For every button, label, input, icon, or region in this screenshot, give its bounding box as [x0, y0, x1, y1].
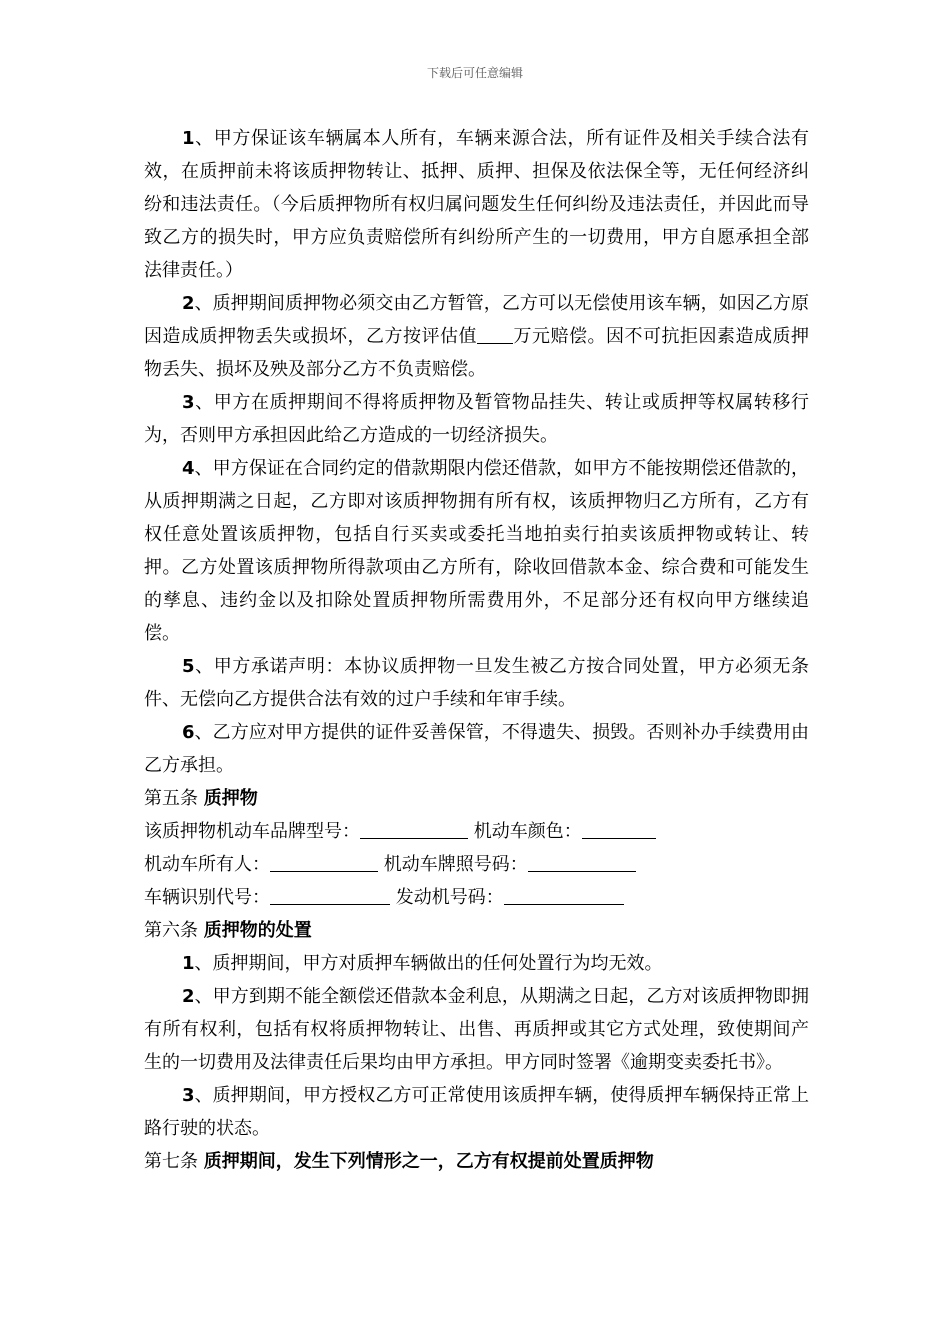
- clause-4-3: [144, 386, 809, 452]
- clause-number: 3: [182, 392, 195, 413]
- section-title: 质押物: [203, 788, 258, 809]
- clause-number: 3: [182, 1085, 195, 1106]
- brand-model-blank[interactable]: [360, 818, 468, 839]
- vin-label: 车辆识别代号：: [144, 887, 270, 908]
- clause-4-6: [144, 716, 809, 782]
- section-title: 质押物的处置: [203, 920, 312, 941]
- vehicle-fields-row-2: [144, 848, 809, 881]
- clause-text: 、甲方在质押期间不得将质押物及暂管物品挂失、转让或质押等权属转移行为，否则甲方承担因此给乙方造成的一切经济损失。: [144, 392, 809, 446]
- clause-4-1: [144, 122, 809, 287]
- vin-blank[interactable]: [270, 884, 390, 905]
- clause-text: 、甲方到期不能全额偿还借款本金利息，从期满之日起，乙方对该质押物即拥有所有权利，包括有权将质押物转让、出售、再质押或其它方式处理，致使期间产生的一切费用及法律责任后果均由甲方承担。甲方同时签署《逾期变卖委托书》。: [144, 986, 809, 1073]
- section-label: 第五条: [144, 788, 204, 809]
- section-title: 质押期间，发生下列情形之一，乙方有权提前处置质押物: [203, 1151, 654, 1172]
- section-6-heading: [144, 914, 809, 947]
- clause-number: 6: [182, 722, 195, 743]
- compensation-amount-blank[interactable]: [477, 323, 513, 344]
- page-header: 下载后可任意编辑: [426, 66, 523, 80]
- clause-number: 5: [182, 656, 195, 677]
- clause-text: 、质押期间，甲方对质押车辆做出的任何处置行为均无效。: [194, 953, 663, 974]
- color-blank[interactable]: [582, 818, 656, 839]
- clause-number: 4: [182, 458, 195, 479]
- plate-label: 机动车牌照号码：: [383, 854, 528, 875]
- clause-6-1: [144, 947, 809, 980]
- clause-number: 1: [182, 953, 195, 974]
- clause-text: 、质押期间，甲方授权乙方可正常使用该质押车辆，使得质押车辆保持正常上路行驶的状态。: [144, 1085, 809, 1139]
- plate-blank[interactable]: [528, 851, 636, 872]
- clause-6-3: [144, 1079, 809, 1145]
- clause-text: 、乙方应对甲方提供的证件妥善保管，不得遗失、损毁。否则补办手续费用由乙方承担。: [144, 722, 809, 776]
- brand-model-label: 该质押物机动车品牌型号：: [144, 821, 360, 842]
- vehicle-fields-row-1: [144, 815, 809, 848]
- clause-number: 2: [182, 293, 195, 314]
- section-5-heading: [144, 782, 809, 815]
- section-7-heading: [144, 1145, 809, 1178]
- clause-4-5: [144, 650, 809, 716]
- clause-text: 万元赔偿。因不可抗拒因素造成质押物丢失、损坏及殃及部分乙方不负责赔偿。: [144, 326, 809, 380]
- engine-label: 发动机号码：: [395, 887, 504, 908]
- clause-6-2: [144, 980, 809, 1079]
- clause-4-4: [144, 452, 809, 650]
- vehicle-fields-row-3: [144, 881, 809, 914]
- section-label: 第六条: [144, 920, 204, 941]
- color-label: 机动车颜色：: [473, 821, 582, 842]
- clause-number: 2: [182, 986, 195, 1007]
- section-label: 第七条: [144, 1151, 204, 1172]
- owner-label: 机动车所有人：: [144, 854, 270, 875]
- clause-text: 、甲方保证该车辆属本人所有，车辆来源合法，所有证件及相关手续合法有效，在质押前未将该质押物转让、抵押、质押、担保及依法保全等，无任何经济纠纷和违法责任。（今后质押物所有权归属问题发生任何纠纷及违法责任，并因此而导致乙方的损失时，甲方应负责赔偿所有纠纷所产生的一切费用，甲方自愿承担全部法律责任。）: [144, 128, 809, 281]
- document-body: [144, 122, 809, 1178]
- clause-4-2: [144, 287, 809, 386]
- clause-text: 、质押期间质押物必须交由乙方暂管，乙方可以无偿使用该车辆，如因乙方原因造成质押物丢失或损坏，乙方按评估值: [144, 293, 809, 347]
- engine-blank[interactable]: [504, 884, 624, 905]
- clause-text: 、甲方承诺声明：本协议质押物一旦发生被乙方按合同处置，甲方必须无条件、无偿向乙方提供合法有效的过户手续和年审手续。: [144, 656, 809, 710]
- owner-blank[interactable]: [270, 851, 378, 872]
- clause-text: 、甲方保证在合同约定的借款期限内偿还借款，如甲方不能按期偿还借款的，从质押期满之日起，乙方即对该质押物拥有所有权，该质押物归乙方所有，乙方有权任意处置该质押物，包括自行买卖或委托当地拍卖行拍卖该质押物或转让、转押。乙方处置该质押物所得款项由乙方所有，除收回借款本金、综合费和可能发生的孳息、违约金以及扣除处置质押物所需费用外，不足部分还有权向甲方继续追偿。: [144, 458, 809, 644]
- clause-number: 1: [182, 128, 195, 149]
